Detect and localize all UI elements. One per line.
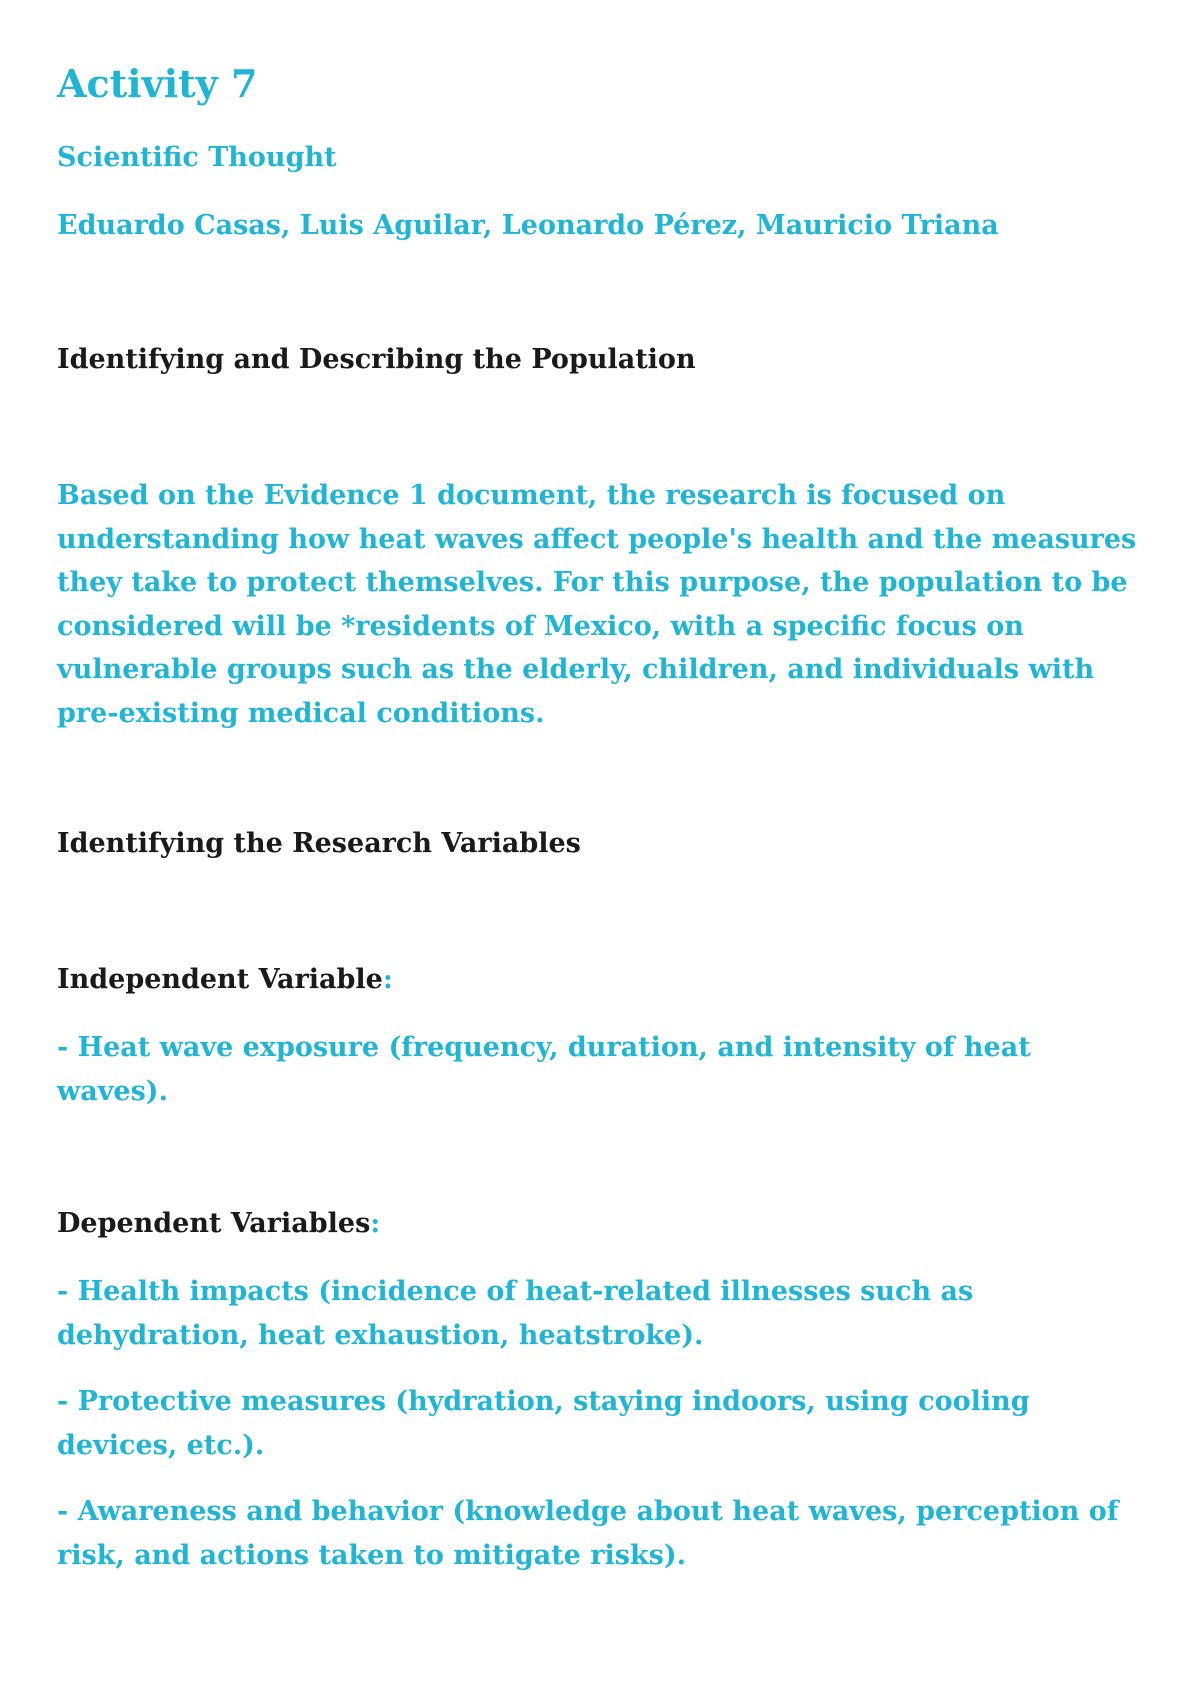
item-line: dehydration, heat exhaustion, heatstroke). (57, 1319, 704, 1351)
independent-variable-item (57, 1026, 1157, 1113)
item-line: risk, and actions taken to mitigate risks). (57, 1539, 687, 1571)
item-line: - Awareness and behavior (knowledge about heat waves, perception of (57, 1496, 1119, 1527)
item-line: devices, etc.). (57, 1429, 265, 1461)
paragraph-line: considered will be *residents of Mexico, with a specific focus on (57, 610, 1024, 642)
independent-variable-colon: : (382, 964, 393, 995)
dependent-variables-label: Dependent Variables (57, 1208, 371, 1239)
paragraph-line: vulnerable groups such as the elderly, children, and individuals with (57, 654, 1095, 685)
paragraph-line: they take to protect themselves. For this purpose, the population to be (57, 567, 1128, 598)
paragraph-line: understanding how heat waves affect people's health and the measures (57, 523, 1137, 555)
dependent-variable-item-protective (57, 1380, 1157, 1467)
population-paragraph (57, 474, 1157, 735)
item-line: - Heat wave exposure (frequency, duration, and intensity of heat (57, 1032, 1031, 1063)
item-line: - Health impacts (incidence of heat-related illnesses such as (57, 1276, 974, 1307)
item-line: - Protective measures (hydration, staying indoors, using cooling (57, 1386, 1030, 1417)
dependent-variable-item-awareness (57, 1490, 1157, 1577)
dependent-variables-colon: : (370, 1208, 381, 1239)
paragraph-line: pre-existing medical conditions. (57, 697, 545, 729)
dependent-variable-item-health (57, 1270, 1157, 1357)
variables-heading: Identifying the Research Variables (57, 828, 581, 859)
dependent-variables-heading (57, 1206, 380, 1242)
document-title: Activity 7 (57, 61, 258, 106)
document-subtitle: Scientific Thought (57, 142, 337, 173)
paragraph-line: Based on the Evidence 1 document, the research is focused on (57, 480, 1006, 511)
document-authors: Eduardo Casas, Luis Aguilar, Leonardo Pérez, Mauricio Triana (57, 210, 999, 241)
independent-variable-label: Independent Variable (57, 964, 383, 995)
population-heading: Identifying and Describing the Population (57, 344, 696, 375)
independent-variable-heading (57, 962, 393, 998)
item-line: waves). (57, 1075, 168, 1107)
